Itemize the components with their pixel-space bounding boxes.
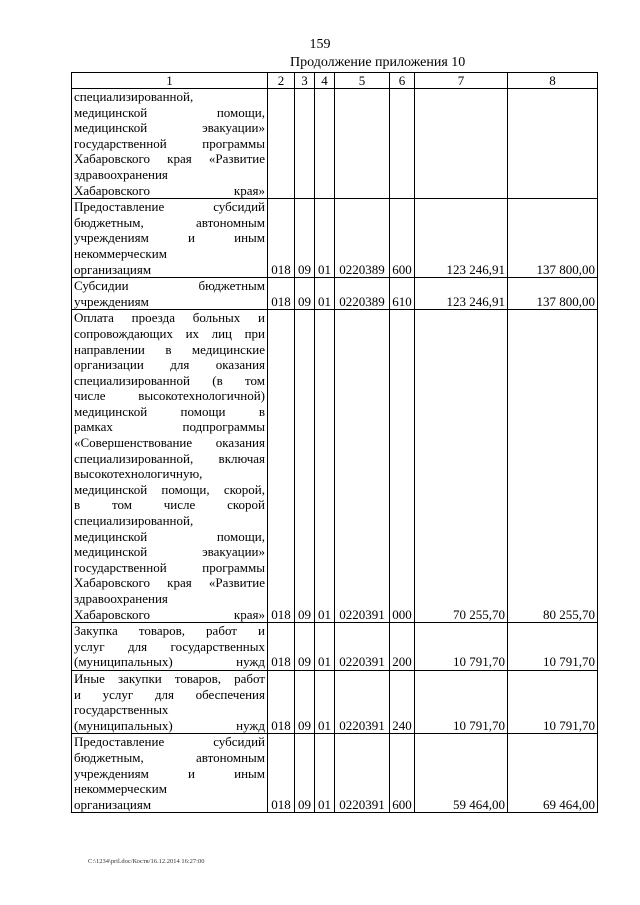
description-line: государственной программы: [74, 559, 265, 575]
expense-type-code: 610: [390, 278, 415, 310]
column-header: 7: [415, 73, 508, 89]
chapter-code: 018: [268, 199, 295, 278]
amount-2015: [415, 89, 508, 199]
description-line: организациям: [74, 796, 152, 812]
row-description: [72, 310, 268, 623]
amount-2016: 80 255,70: [508, 310, 598, 623]
description-line: учреждениям: [74, 293, 149, 309]
column-header: 2: [268, 73, 295, 89]
section-code: 09: [295, 278, 315, 310]
description-line: учреждениям и иным: [74, 230, 265, 246]
budget-table: [71, 72, 598, 813]
description-line: медицинской эвакуации»: [74, 120, 265, 136]
description-line: высокотехнологичную,: [74, 466, 203, 482]
description-line: медицинской эвакуации»: [74, 544, 265, 560]
amount-2015: 10 791,70: [415, 670, 508, 733]
description-line: сопровождающих их лиц при: [74, 325, 265, 341]
amount-2016: 137 800,00: [508, 199, 598, 278]
description-line: (муниципальных) нужд: [74, 717, 265, 733]
description-line: государственных: [74, 702, 169, 718]
amount-2015: 59 464,00: [415, 734, 508, 813]
description-line: и услуг для обеспечения: [74, 686, 265, 702]
description-line: Хабаровского края «Развитие: [74, 575, 265, 591]
page-number: 159: [309, 37, 331, 52]
chapter-code: 018: [268, 670, 295, 733]
table-row: [72, 278, 598, 310]
chapter-code: 018: [268, 278, 295, 310]
amount-2016: 137 800,00: [508, 278, 598, 310]
row-description: [72, 278, 268, 310]
amount-2016: 10 791,70: [508, 670, 598, 733]
row-description: [72, 199, 268, 278]
subsection-code: [315, 89, 335, 199]
description-line: Хабаровского края»: [74, 606, 265, 622]
description-line: Хабаровского края»: [74, 182, 265, 198]
subsection-code: 01: [315, 278, 335, 310]
section-code: 09: [295, 199, 315, 278]
description-line: Субсидии бюджетным: [74, 278, 265, 294]
subsection-code: 01: [315, 623, 335, 671]
description-line: Оплата проезда больных и: [74, 310, 265, 326]
description-line: Иные закупки товаров, работ: [74, 670, 265, 686]
expense-type-code: 600: [390, 199, 415, 278]
description-line: услуг для государственных: [74, 638, 265, 654]
description-line: организациям: [74, 261, 152, 277]
table-row: [72, 199, 598, 278]
subsection-code: 01: [315, 670, 335, 733]
description-line: медицинской помощи,: [74, 104, 265, 120]
description-line: организации для оказания: [74, 357, 265, 373]
section-code: 09: [295, 734, 315, 813]
chapter-code: [268, 89, 295, 199]
section-code: [295, 89, 315, 199]
amount-2015: 10 791,70: [415, 623, 508, 671]
description-line: «Совершенствование оказания: [74, 435, 265, 451]
description-line: государственной программы: [74, 135, 265, 151]
amount-2016: 69 464,00: [508, 734, 598, 813]
description-line: Закупка товаров, работ и: [74, 623, 265, 639]
section-code: 09: [295, 670, 315, 733]
table-row: [72, 623, 598, 671]
target-article-code: 0220391: [335, 310, 390, 623]
expense-type-code: 600: [390, 734, 415, 813]
target-article-code: 0220389: [335, 199, 390, 278]
section-code: 09: [295, 310, 315, 623]
amount-2015: 70 255,70: [415, 310, 508, 623]
chapter-code: 018: [268, 623, 295, 671]
amount-2015: 123 246,91: [415, 278, 508, 310]
table-row: [72, 734, 598, 813]
expense-type-code: 200: [390, 623, 415, 671]
description-line: в том числе скорой: [74, 497, 265, 513]
section-code: 09: [295, 623, 315, 671]
description-line: специализированной (в том: [74, 372, 265, 388]
expense-type-code: [390, 89, 415, 199]
target-article-code: 0220391: [335, 670, 390, 733]
description-line: специализированной,: [74, 513, 194, 529]
description-line: бюджетным, автономным: [74, 214, 265, 230]
chapter-code: 018: [268, 734, 295, 813]
column-header: 4: [315, 73, 335, 89]
subsection-code: 01: [315, 199, 335, 278]
amount-2015: 123 246,91: [415, 199, 508, 278]
description-line: специализированной, включая: [74, 450, 265, 466]
row-description: [72, 670, 268, 733]
file-path-footer: C:\1234\pril.doc/Костя/16.12.2014 16:27:00: [88, 858, 205, 865]
description-line: учреждениям и иным: [74, 765, 265, 781]
table-row: [72, 310, 598, 623]
target-article-code: 0220391: [335, 623, 390, 671]
description-line: специализированной,: [74, 89, 194, 104]
description-line: (муниципальных) нужд: [74, 654, 265, 670]
table-row: [72, 670, 598, 733]
column-header: 1: [72, 73, 268, 89]
chapter-code: 018: [268, 310, 295, 623]
description-line: медицинской помощи, скорой,: [74, 481, 265, 497]
column-header: 3: [295, 73, 315, 89]
column-header: 8: [508, 73, 598, 89]
amount-2016: 10 791,70: [508, 623, 598, 671]
subsection-code: 01: [315, 310, 335, 623]
description-line: здравоохранения: [74, 591, 168, 606]
description-line: медицинской помощи,: [74, 528, 265, 544]
description-line: направлении в медицинские: [74, 341, 265, 357]
description-line: Хабаровского края «Развитие: [74, 151, 265, 167]
description-line: Предоставление субсидий: [74, 199, 265, 215]
row-description: [72, 89, 268, 199]
description-line: медицинской помощи в: [74, 403, 265, 419]
expense-type-code: 000: [390, 310, 415, 623]
table-row: [72, 89, 598, 199]
continuation-title: Продолжение приложения 10: [290, 55, 466, 70]
description-line: некоммерческим: [74, 781, 167, 797]
target-article-code: 0220391: [335, 734, 390, 813]
amount-2016: [508, 89, 598, 199]
column-header: 5: [335, 73, 390, 89]
description-line: Предоставление субсидий: [74, 734, 265, 750]
row-description: [72, 734, 268, 813]
target-article-code: [335, 89, 390, 199]
description-line: здравоохранения: [74, 166, 168, 182]
subsection-code: 01: [315, 734, 335, 813]
description-line: бюджетным, автономным: [74, 749, 265, 765]
description-line: некоммерческим: [74, 245, 167, 261]
header-row: [72, 73, 598, 89]
expense-type-code: 240: [390, 670, 415, 733]
target-article-code: 0220389: [335, 278, 390, 310]
description-line: рамках подпрограммы: [74, 419, 265, 435]
column-header: 6: [390, 73, 415, 89]
row-description: [72, 623, 268, 671]
description-line: числе высокотехнологичной): [74, 388, 265, 404]
